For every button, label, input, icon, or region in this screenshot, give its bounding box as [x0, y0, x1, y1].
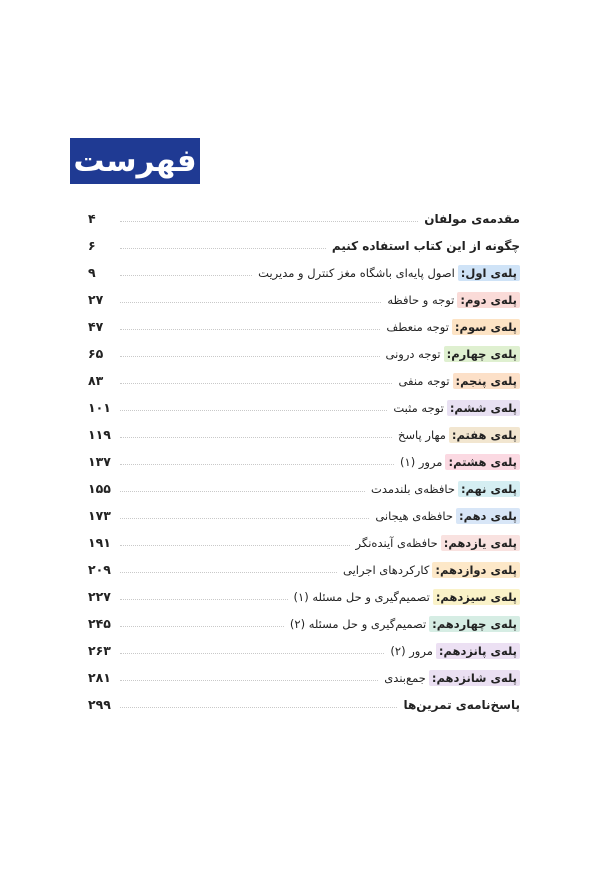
toc-entry-label — [403, 698, 520, 712]
section-title: مقدمه‌ی مولفان — [424, 211, 520, 226]
dot-leader — [120, 572, 337, 573]
dot-leader — [120, 491, 365, 492]
chapter-title: مرور (۲) — [390, 643, 433, 658]
step-label: پله‌ی سیزدهم: — [433, 589, 520, 605]
step-label: پله‌ی یازدهم: — [441, 535, 520, 551]
dot-leader — [120, 599, 288, 600]
toc-entry[interactable] — [88, 313, 520, 340]
chapter-title: حافظه‌ی آینده‌نگر — [355, 535, 438, 550]
page-number: ۱۳۷ — [88, 454, 111, 469]
toc-entry-label — [290, 616, 520, 632]
toc-entry[interactable] — [88, 610, 520, 637]
toc-entry[interactable] — [88, 502, 520, 529]
step-label: پله‌ی هفتم: — [449, 427, 520, 443]
page-number: ۴ — [88, 211, 96, 226]
dot-leader — [120, 626, 284, 627]
toc-title: فهرست — [70, 138, 200, 184]
step-label: پله‌ی چهاردهم: — [429, 616, 520, 632]
chapter-title: توجه درونی — [385, 346, 441, 361]
dot-leader — [120, 518, 369, 519]
toc-entry[interactable] — [88, 664, 520, 691]
page-number: ۲۲۷ — [88, 589, 111, 604]
toc-entry[interactable] — [88, 448, 520, 475]
dot-leader — [120, 329, 380, 330]
table-of-contents — [88, 205, 520, 718]
step-label: پله‌ی هشتم: — [445, 454, 520, 470]
chapter-title: تصمیم‌گیری و حل مسئله (۱) — [293, 589, 430, 604]
toc-entry[interactable] — [88, 394, 520, 421]
page-number: ۲۰۹ — [88, 562, 111, 577]
dot-leader — [120, 275, 252, 276]
chapter-title: توجه مثبت — [393, 400, 444, 415]
toc-entry[interactable] — [88, 340, 520, 367]
chapter-title: اصول پایه‌ای باشگاه مغز کنترل و مدیریت — [258, 265, 455, 280]
toc-entry-label — [356, 535, 520, 551]
chapter-title: جمع‌بندی — [384, 670, 426, 685]
dot-leader — [120, 653, 384, 654]
toc-entry[interactable] — [88, 583, 520, 610]
step-label: پله‌ی ششم: — [447, 400, 520, 416]
toc-entry-label — [294, 589, 520, 605]
page-number: ۱۷۳ — [88, 508, 111, 523]
toc-entry[interactable] — [88, 421, 520, 448]
page-number: ۱۱۹ — [88, 427, 111, 442]
dot-leader — [120, 707, 397, 708]
page-number: ۱۹۱ — [88, 535, 111, 550]
chapter-title: حافظه‌ی هیجانی — [375, 508, 453, 523]
page-number: ۱۰۱ — [88, 400, 111, 415]
toc-entry-label — [375, 508, 520, 524]
section-title: چگونه از این کتاب استفاده کنیم — [331, 238, 520, 253]
step-label: پله‌ی پنجم: — [453, 373, 520, 389]
toc-entry-label — [386, 346, 520, 362]
toc-entry-label — [398, 373, 520, 389]
dot-leader — [120, 410, 387, 411]
dot-leader — [120, 302, 381, 303]
page-number: ۲۹۹ — [88, 697, 111, 712]
toc-entry[interactable] — [88, 259, 520, 286]
section-title: پاسخ‌نامه‌ی تمرین‌ها — [403, 697, 520, 712]
toc-entry-label — [390, 643, 520, 659]
chapter-title: تصمیم‌گیری و حل مسئله (۲) — [289, 616, 427, 631]
page-number: ۲۶۳ — [88, 643, 111, 658]
page-number: ۲۸۱ — [88, 670, 111, 685]
page-number: ۲۷ — [88, 292, 104, 307]
page-number: ۶۵ — [88, 346, 104, 361]
toc-entry[interactable] — [88, 556, 520, 583]
dot-leader — [120, 248, 326, 249]
toc-entry[interactable] — [88, 205, 520, 232]
toc-entry[interactable] — [88, 691, 520, 718]
page-number: ۸۳ — [88, 373, 104, 388]
toc-entry-label — [387, 292, 520, 308]
dot-leader — [120, 437, 392, 438]
dot-leader — [120, 221, 418, 222]
step-label: پله‌ی چهارم: — [444, 346, 520, 362]
step-label: پله‌ی اول: — [458, 265, 520, 281]
step-label: پله‌ی نهم: — [458, 481, 520, 497]
chapter-title: توجه منفی — [398, 373, 450, 388]
chapter-title: مرور (۱) — [400, 454, 443, 469]
toc-entry-label — [343, 562, 520, 578]
page-number: ۹ — [88, 265, 96, 280]
dot-leader — [120, 383, 392, 384]
toc-entry[interactable] — [88, 367, 520, 394]
step-label: پله‌ی دوازدهم: — [432, 562, 520, 578]
chapter-title: حافظه‌ی بلندمدت — [371, 481, 455, 496]
page-number: ۱۵۵ — [88, 481, 111, 496]
toc-entry-label — [332, 239, 520, 253]
toc-entry-label — [400, 454, 520, 470]
dot-leader — [120, 545, 350, 546]
chapter-title: توجه و حافظه — [387, 292, 455, 307]
toc-entry-label — [398, 427, 520, 443]
step-label: پله‌ی دهم: — [456, 508, 520, 524]
step-label: پله‌ی دوم: — [457, 292, 520, 308]
chapter-title: کارکردهای اجرایی — [343, 562, 430, 577]
step-label: پله‌ی پانزدهم: — [436, 643, 520, 659]
page-number: ۶ — [88, 238, 96, 253]
page-number: ۲۴۵ — [88, 616, 111, 631]
toc-entry-label — [371, 481, 520, 497]
dot-leader — [120, 680, 378, 681]
toc-entry-label — [258, 265, 520, 281]
toc-entry-label — [393, 400, 520, 416]
dot-leader — [120, 464, 394, 465]
toc-entry[interactable] — [88, 637, 520, 664]
chapter-title: توجه منعطف — [386, 319, 449, 334]
dot-leader — [120, 356, 380, 357]
page-number: ۴۷ — [88, 319, 104, 334]
chapter-title: مهار پاسخ — [397, 427, 446, 442]
step-label: پله‌ی سوم: — [452, 319, 520, 335]
toc-entry[interactable] — [88, 475, 520, 502]
toc-entry[interactable] — [88, 529, 520, 556]
toc-entry[interactable] — [88, 232, 520, 259]
toc-entry-label — [424, 212, 520, 226]
step-label: پله‌ی شانزدهم: — [429, 670, 520, 686]
toc-entry-label — [386, 319, 520, 335]
toc-entry-label — [384, 670, 520, 686]
toc-entry[interactable] — [88, 286, 520, 313]
